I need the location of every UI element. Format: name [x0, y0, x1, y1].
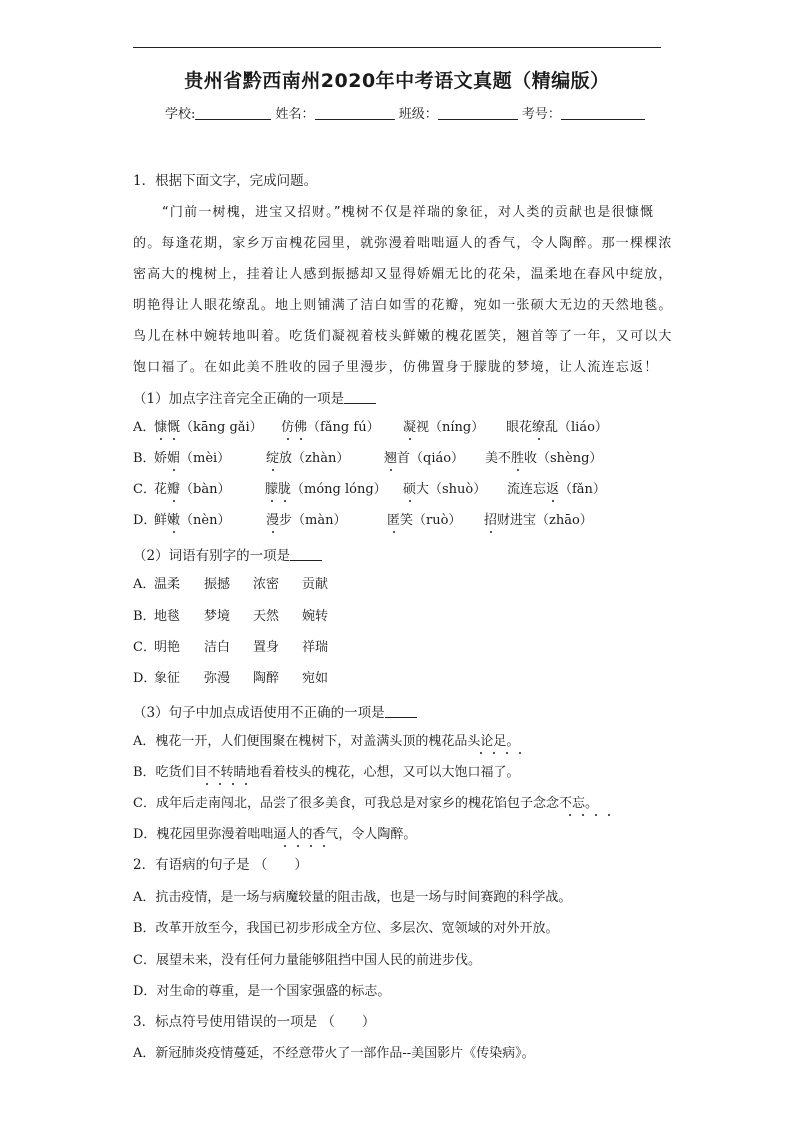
passage-line: 饱口福了。在如此美不胜收的园子里漫步，仿佛置身于朦胧的梦境，让人流连忘返！ — [133, 360, 659, 375]
option-item: 朦胧（móng lóng） — [265, 482, 387, 497]
emphasis-dot — [519, 752, 521, 754]
answer-blank[interactable] — [344, 391, 376, 404]
sub3-option: A．槐花一开，人们便围聚在槐树下，对盖满头顶的槐花品头论足。 — [133, 734, 520, 749]
option-word: 地毯 — [154, 609, 181, 624]
emphasis-dot — [300, 438, 302, 440]
option-word: 贡献 — [302, 577, 329, 592]
emphasis-dot — [287, 438, 289, 440]
q2-option: B．改革开放至今，我国已初步形成全方位、多层次、宽领域的对外开放。 — [133, 921, 559, 936]
sub2-stem: （2）词语有别字的一项是 — [133, 548, 291, 564]
emphasis-dot — [490, 531, 492, 533]
option-word: 天然 — [253, 609, 280, 624]
option-letter: A． — [133, 420, 156, 435]
emphasis-dot — [206, 783, 208, 785]
q3-stem: 3．标点符号使用错误的一项是 （ ） — [133, 1014, 376, 1030]
emphasis-dot — [517, 469, 519, 471]
emphasis-dot — [538, 438, 540, 440]
option-letter: B． — [133, 609, 156, 624]
emphasis-dot — [219, 783, 221, 785]
emphasis-dot — [552, 500, 554, 502]
class-blank[interactable] — [438, 106, 518, 120]
option-item: 仿佛（fǎng fú） — [281, 420, 380, 435]
option-word: 置身 — [253, 640, 280, 655]
option-letter: C． — [133, 640, 156, 655]
emphasis-dot — [272, 531, 274, 533]
option-item: 慷慨（kāng gǎi） — [154, 420, 263, 435]
option-word: 陶醉 — [253, 671, 280, 686]
emphasis-dot — [390, 469, 392, 471]
emphasis-dot — [608, 814, 610, 816]
option-item: 鲜嫩（nèn） — [154, 513, 231, 528]
emphasis-dot — [173, 531, 175, 533]
option-word: 祥瑞 — [302, 640, 329, 655]
option-item: 翘首（qiáo） — [384, 451, 465, 466]
emphasis-dot — [493, 752, 495, 754]
emphasis-dot — [409, 500, 411, 502]
answer-blank[interactable] — [385, 705, 417, 718]
emphasis-dot — [480, 752, 482, 754]
emphasis-dot — [284, 845, 286, 847]
emphasis-dot — [173, 438, 175, 440]
option-word: 弥漫 — [204, 671, 231, 686]
sub2-stem-line — [133, 548, 322, 564]
emphasis-dot — [160, 438, 162, 440]
passage-line: 明艳得让人眼花缭乱。地上则铺满了洁白如雪的花瓣，宛如一张硕大无边的天然地毯。 — [133, 298, 673, 313]
option-item: 招财进宝（zhāo） — [484, 513, 593, 528]
emphasis-dot — [582, 814, 584, 816]
exam-no-label: 考号： — [521, 107, 561, 122]
option-word: 宛如 — [302, 671, 329, 686]
passage-line: “门前一树槐，进宝又招财。”槐树不仅是祥瑞的象征，对人类的贡献也是很慷慨 — [162, 205, 655, 220]
option-word: 振撼 — [204, 577, 231, 592]
option-letter: C． — [133, 482, 156, 497]
page-title: 贵州省黔西南州2020年中考语文真题（精编版） — [184, 70, 610, 92]
student-info-line — [165, 103, 645, 122]
option-item: 花瓣（bàn） — [154, 482, 231, 497]
emphasis-dot — [393, 531, 395, 533]
name-label: 姓名： — [275, 107, 315, 122]
option-letter: B． — [133, 451, 156, 466]
emphasis-dot — [297, 845, 299, 847]
option-item: 美不胜收（shèng） — [485, 451, 603, 466]
emphasis-dot — [284, 500, 286, 502]
emphasis-dot — [409, 438, 411, 440]
option-word: 温柔 — [154, 577, 181, 592]
option-item: 娇媚（mèi） — [154, 451, 231, 466]
sub1-stem-line — [133, 391, 376, 407]
passage-line: 的。每逢花期，家乡万亩槐花园里，就弥漫着咄咄逼人的香气，令人陶醉。那一棵棵浓 — [133, 236, 673, 251]
q2-option: D．对生命的尊重，是一个国家强盛的标志。 — [133, 984, 391, 999]
emphasis-dot — [323, 845, 325, 847]
school-label: 学校: — [165, 107, 196, 122]
q3-option: A．新冠肺炎疫情蔓延，不经意带火了一部作品--美国影片《传染病》。 — [133, 1046, 535, 1061]
q2-option: C．展望未来，没有任何力量能够阻挡中国人民的前进步伐。 — [133, 953, 481, 968]
emphasis-dot — [595, 814, 597, 816]
option-letter: A． — [133, 577, 156, 592]
emphasis-dot — [173, 469, 175, 471]
answer-blank[interactable] — [290, 548, 322, 561]
option-item: 绽放（zhàn） — [266, 451, 350, 466]
option-item: 匿笑（ruò） — [387, 513, 462, 528]
option-word: 洁白 — [204, 640, 231, 655]
option-letter: D． — [133, 671, 157, 686]
sub3-option: D．槐花园里弥漫着咄咄逼人的香气，令人陶醉。 — [133, 827, 417, 842]
option-item: 流连忘返（fǎn） — [507, 482, 606, 497]
option-word: 明艳 — [154, 640, 181, 655]
passage-line: 密高大的槐树上，挂着让人感到振撼却又显得娇媚无比的花朵，温柔地在春风中绽放， — [133, 267, 673, 282]
emphasis-dot — [272, 469, 274, 471]
emphasis-dot — [506, 752, 508, 754]
sub3-stem-line — [133, 705, 417, 721]
sub1-stem: （1）加点字注音完全正确的一项是 — [133, 391, 345, 407]
option-letter: D． — [133, 513, 157, 528]
option-item: 凝视（níng） — [403, 420, 485, 435]
name-blank[interactable] — [315, 106, 395, 120]
emphasis-dot — [271, 500, 273, 502]
q2-option: A．抗击疫情，是一场与病魔较量的阻击战，也是一场与时间赛跑的科学战。 — [133, 890, 572, 905]
exam-no-blank[interactable] — [561, 106, 645, 120]
q1-stem: 1．根据下面文字，完成问题。 — [133, 173, 318, 189]
option-item: 眼花缭乱（liáo） — [506, 420, 608, 435]
option-word: 象征 — [154, 671, 181, 686]
emphasis-dot — [232, 783, 234, 785]
sub3-option: C．成年后走南闯北，品尝了很多美食，可我总是对家乡的槐花馅包子念念不忘。 — [133, 796, 598, 811]
class-label: 班级： — [398, 107, 438, 122]
top-rule — [133, 47, 661, 48]
emphasis-dot — [569, 814, 571, 816]
emphasis-dot — [245, 783, 247, 785]
q2-stem: 2．有语病的句子是 （ ） — [133, 857, 308, 873]
option-word: 梦境 — [204, 609, 231, 624]
option-item: 硕大（shuò） — [403, 482, 487, 497]
sub3-option: B．吃货们目不转睛地看着枝头的槐花，心想，又可以大饱口福了。 — [133, 765, 520, 780]
option-word: 婉转 — [302, 609, 329, 624]
school-blank[interactable] — [195, 106, 271, 120]
passage-line: 鸟儿在林中婉转地叫着。吃货们凝视着枝头鲜嫩的槐花匿笑，翘首等了一年，又可以大 — [133, 329, 673, 344]
emphasis-dot — [173, 500, 175, 502]
emphasis-dot — [310, 845, 312, 847]
option-item: 漫步（màn） — [266, 513, 347, 528]
option-word: 浓密 — [253, 577, 280, 592]
sub3-stem: （3）句子中加点成语使用不正确的一项是 — [133, 705, 385, 721]
